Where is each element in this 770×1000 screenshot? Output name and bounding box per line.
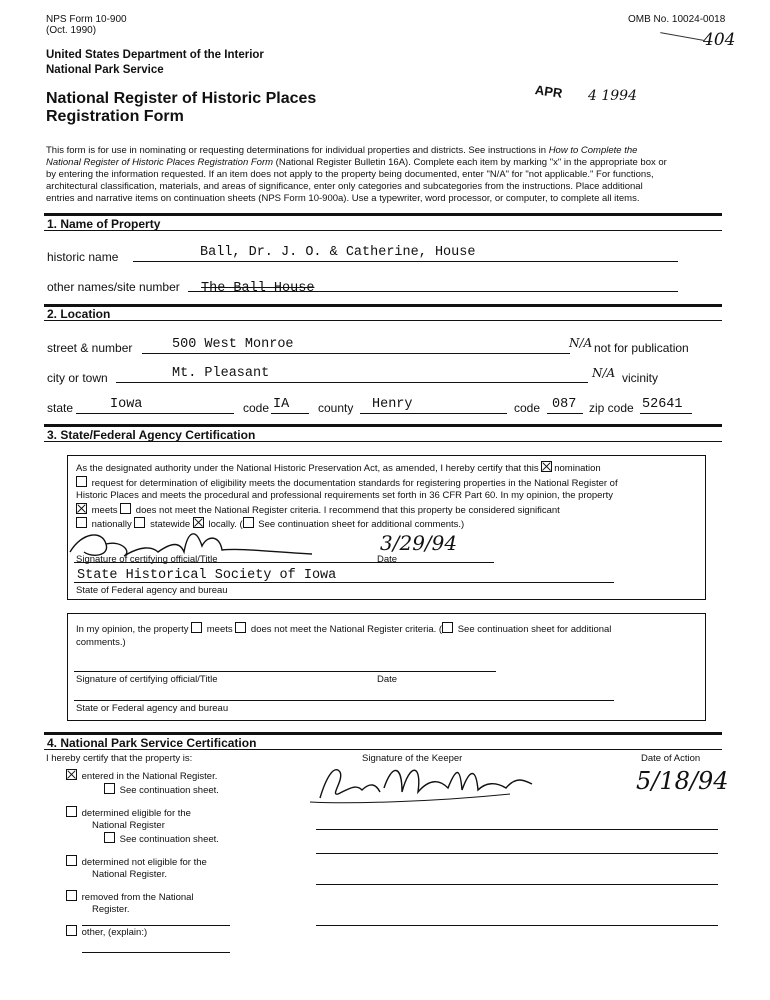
department: United States Department of the Interior xyxy=(46,49,264,61)
removed-checkbox[interactable] xyxy=(66,890,77,901)
code-label: code xyxy=(243,401,270,415)
certify-text: I hereby certify that the property is: xyxy=(46,753,193,764)
opinion-text: In my opinion, the property meets does not meet the National Register criteria. ( See continuation sheet for additional comments.) xyxy=(76,624,612,648)
other-names-field[interactable]: The Ball House xyxy=(201,281,315,296)
street-line xyxy=(142,353,570,354)
keeper-line-1 xyxy=(316,829,718,830)
form-title-line2: Registration Form xyxy=(46,108,184,125)
other-names-label: other names/site number xyxy=(47,280,180,294)
city-field[interactable]: Mt. Pleasant xyxy=(172,366,270,381)
county-label: county xyxy=(318,401,354,415)
agency-label: State of Federal agency and bureau xyxy=(76,585,228,596)
omb-number: OMB No. 10024-0018 xyxy=(628,14,726,25)
street-field[interactable]: 500 West Monroe xyxy=(172,337,294,352)
state-line xyxy=(76,413,234,414)
request-checkbox[interactable] xyxy=(76,476,87,487)
section2-rule xyxy=(44,304,722,307)
historic-name-label: historic name xyxy=(47,250,119,264)
county-code-label: code xyxy=(514,401,541,415)
eligible-continuation-checkbox[interactable] xyxy=(104,832,115,843)
nomination-checkbox[interactable] xyxy=(541,461,552,472)
section1-heading: 1. Name of Property xyxy=(47,217,161,231)
city-line xyxy=(116,382,588,383)
keeper-signature xyxy=(310,758,550,810)
action-date: 5/18/94 xyxy=(636,767,729,795)
signature2-line xyxy=(74,671,496,672)
section2-underline xyxy=(44,320,722,321)
vicinity-label: vicinity xyxy=(622,371,659,385)
keeper-label: Signature of the Keeper xyxy=(362,753,463,764)
na-vicinity: N/A xyxy=(592,366,616,380)
county-field[interactable]: Henry xyxy=(372,397,413,412)
stamp-date: 4 1994 xyxy=(588,88,637,104)
code-line xyxy=(271,413,309,414)
section1-rule xyxy=(44,213,722,216)
zip-line xyxy=(640,413,692,414)
action-date-label: Date of Action xyxy=(641,753,701,764)
zip-field[interactable]: 52641 xyxy=(642,397,683,412)
section3-rule xyxy=(44,424,722,427)
agency2-line xyxy=(74,700,614,701)
signature2-label: Signature of certifying official/Title xyxy=(76,674,218,685)
form-date: (Oct. 1990) xyxy=(46,25,97,36)
instructions: This form is for use in nominating or requesting determinations for individual properties and districts. See instructions in How to Complete the National Register of Historic Places Registration Form (National Register Bulletin 16A). Complete each item by marking "x" in the appropriate box or by entering the information requested. If an item does not apply to the property being documented, enter "N/A" for "not applicable." For functions, architectural classification, materials, and areas of significance, enter only categories and subcategories from the instructions. Place additional entries and narrative items on continuation sheets (NPS Form 10-900a). Use a typewriter, word processor, or computer, to complete all items. xyxy=(46,145,667,204)
keeper-line-3 xyxy=(316,884,718,885)
meets-checkbox[interactable] xyxy=(76,503,87,514)
service: National Park Service xyxy=(46,64,164,76)
state-field[interactable]: Iowa xyxy=(110,397,143,412)
code-field[interactable]: IA xyxy=(273,397,290,412)
handwritten-stroke xyxy=(660,32,704,41)
na-publication: N/A xyxy=(569,336,593,350)
signature-label: Signature of certifying official/Title xyxy=(76,554,218,565)
explain-line-1 xyxy=(82,925,230,926)
certification-date: 3/29/94 xyxy=(380,531,458,555)
other-checkbox[interactable] xyxy=(66,925,77,936)
entered-checkbox[interactable] xyxy=(66,769,77,780)
county-line xyxy=(360,413,507,414)
eligible-checkbox[interactable] xyxy=(66,806,77,817)
keeper-line-4 xyxy=(316,925,718,926)
does-not-meet-checkbox[interactable] xyxy=(120,503,131,514)
other-names-line xyxy=(188,291,678,292)
certification-text: As the designated authority under the National Historic Preservation Act, as amended, I hereby certify that this nomination request for determination of eligibility meets the documentation standards for registering properties in the National Register of Historic Places and meets the procedural and professional requirements set forth in 36 CFR Part 60. In my opinion, the property meets does not meet the National Register criteria. I recommend that this property be considered significant nationally statewide locally. ( See continuation sheet for additional comments.) xyxy=(76,463,618,531)
nps-options: entered in the National Register. See continuation sheet. determined eligible for the National Register See continuation sheet. determined not eligible for the National Register. removed from the National Register. other, (explain:) xyxy=(66,769,219,939)
agency-line xyxy=(74,582,614,583)
keeper-line-2 xyxy=(316,853,718,854)
section4-heading: 4. National Park Service Certification xyxy=(47,736,257,750)
date2-label: Date xyxy=(377,674,398,685)
section2-heading: 2. Location xyxy=(47,307,111,321)
entered-continuation-checkbox[interactable] xyxy=(104,783,115,794)
county-code-field[interactable]: 087 xyxy=(552,397,577,412)
street-label: street & number xyxy=(47,341,133,355)
not-eligible-checkbox[interactable] xyxy=(66,855,77,866)
explain-line-2 xyxy=(82,952,230,953)
historic-name-line xyxy=(133,261,678,262)
county-code-line xyxy=(547,413,583,414)
stamp-month: APR xyxy=(534,82,564,101)
section3-heading: 3. State/Federal Agency Certification xyxy=(47,428,256,442)
handwritten-number: 404 xyxy=(703,30,736,50)
agency-field[interactable]: State Historical Society of Iowa xyxy=(77,568,337,583)
section4-underline xyxy=(44,749,722,750)
historic-name-field[interactable]: Ball, Dr. J. O. & Catherine, House xyxy=(200,245,476,260)
section3-underline xyxy=(44,441,722,442)
section4-rule xyxy=(44,732,722,735)
opinion-meets-checkbox[interactable] xyxy=(191,622,202,633)
state-label: state xyxy=(47,401,74,415)
zip-label: zip code xyxy=(589,401,634,415)
form-number: NPS Form 10-900 xyxy=(46,14,127,25)
not-for-publication-label: not for publication xyxy=(594,341,689,355)
opinion-does-not-meet-checkbox[interactable] xyxy=(235,622,246,633)
form-title-line1: National Register of Historic Places xyxy=(46,90,317,107)
date-label: Date xyxy=(377,554,398,565)
section1-underline xyxy=(44,230,722,231)
opinion-continuation-checkbox[interactable] xyxy=(442,622,453,633)
city-label: city or town xyxy=(47,371,108,385)
agency2-label: State or Federal agency and bureau xyxy=(76,703,229,714)
